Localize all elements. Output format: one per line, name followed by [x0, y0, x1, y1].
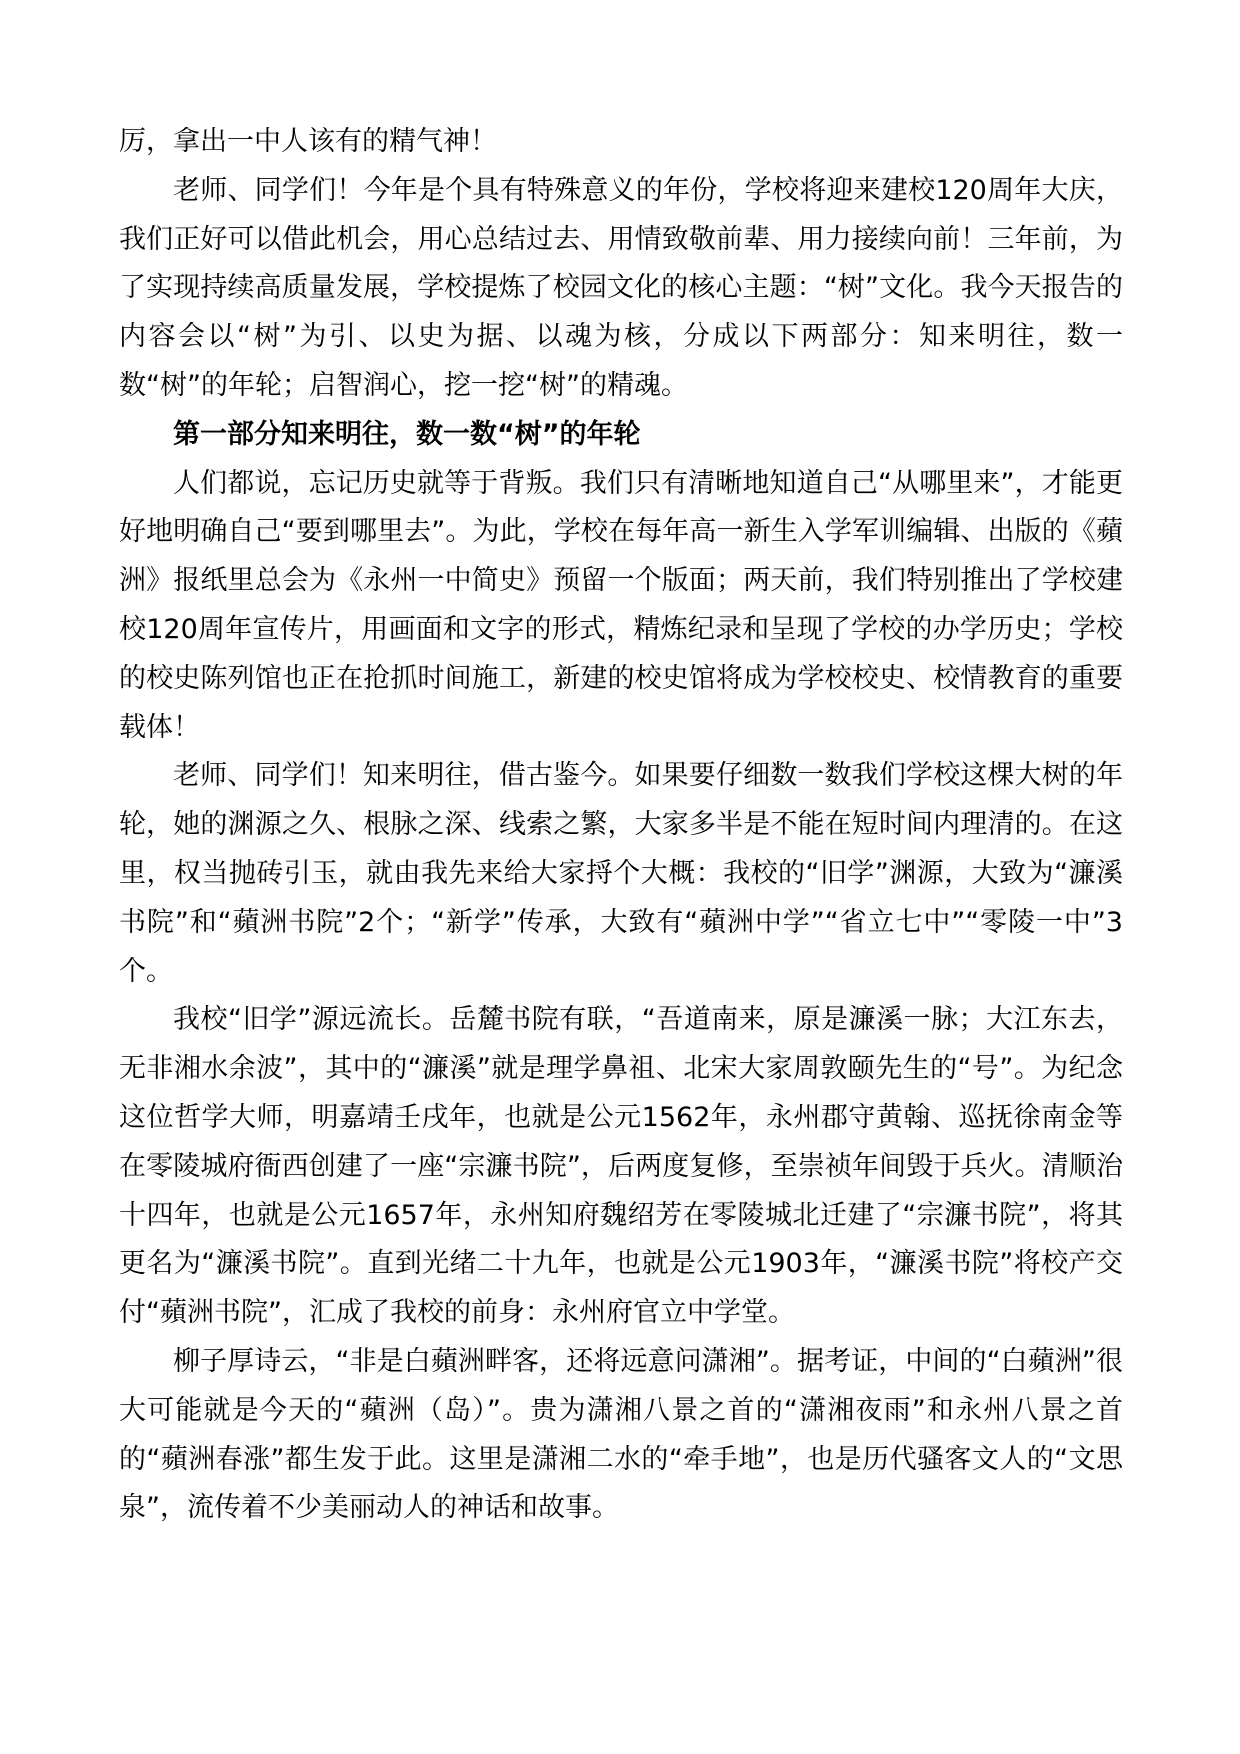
- section-heading: 第一部分知来明往，数一数“树”的年轮: [173, 418, 641, 450]
- paragraph-anniversary: 老师、同学们！今年是个具有特殊意义的年份，学校将迎来建校120周年大庆，我们正好可以借此机会，用心总结过去、用情致敬前辈、用力接续向前！三年前，为了实现持续高质量发展，学校提炼了校园文化的核心主题：“树”文化。我今天报告的内容会以“树”为引、以史为据、以魂为核，分成以下两部分：知来明往，数一数“树”的年轮；启智润心，挖一挖“树”的精魂。: [119, 174, 1123, 401]
- paragraph-pingzhou: 柳子厚诗云，“非是白蘋洲畔客，还将远意问潇湘”。据考证，中间的“白蘋洲”很大可能就是今天的“蘋洲（岛）”。贵为潇湘八景之首的“潇湘夜雨”和永州八景之首的“蘋洲春涨”都生发于此。这里是潇湘二水的“牵手地”，也是历代骚客文人的“文思泉”，流传着不少美丽动人的神话和故事。: [119, 1345, 1123, 1524]
- document-page: [119, 118, 1123, 1533]
- paragraph-old-learning: 我校“旧学”源远流长。岳麓书院有联，“吾道南来，原是濂溪一脉；大江东去，无非湘水余波”，其中的“濂溪”就是理学鼻祖、北宋大家周敦颐先生的“号”。为纪念这位哲学大师，明嘉靖壬戌年，也就是公元1562年，永州郡守黄翰、巡抚徐南金等在零陵城府衙西创建了一座“宗濂书院”，后两度复修，至崇祯年间毁于兵火。清顺治十四年，也就是公元1657年，永州知府魏绍芳在零陵城北迁建了“宗濂书院”，将其更名为“濂溪书院”。直到光绪二十九年，也就是公元1903年，“濂溪书院”将校产交付“蘋洲书院”，汇成了我校的前身：永州府官立中学堂。: [119, 1004, 1123, 1329]
- paragraph-tree-rings: 老师、同学们！知来明往，借古鉴今。如果要仔细数一数我们学校这棵大树的年轮，她的渊源之久、根脉之深、线索之繁，大家多半是不能在短时间内理清的。在这里，权当抛砖引玉，就由我先来给大家捋个大概：我校的“旧学”渊源，大致为“濂溪书院”和“蘋洲书院”2个；“新学”传承，大致有“蘋洲中学”“省立七中”“零陵一中”3个。: [119, 760, 1123, 987]
- continuation-paragraph: 厉，拿出一中人该有的精气神！: [119, 126, 497, 157]
- paragraph-history: 人们都说，忘记历史就等于背叛。我们只有清晰地知道自己“从哪里来”，才能更好地明确自己“要到哪里去”。为此，学校在每年高一新生入学军训编辑、出版的《蘋洲》报纸里总会为《永州一中简史》预留一个版面；两天前，我们特别推出了学校建校120周年宣传片，用画面和文字的形式，精炼纪录和呈现了学校的办学历史；学校的校史陈列馆也正在抢抓时间施工，新建的校史馆将成为学校校史、校情教育的重要载体！: [119, 467, 1123, 743]
